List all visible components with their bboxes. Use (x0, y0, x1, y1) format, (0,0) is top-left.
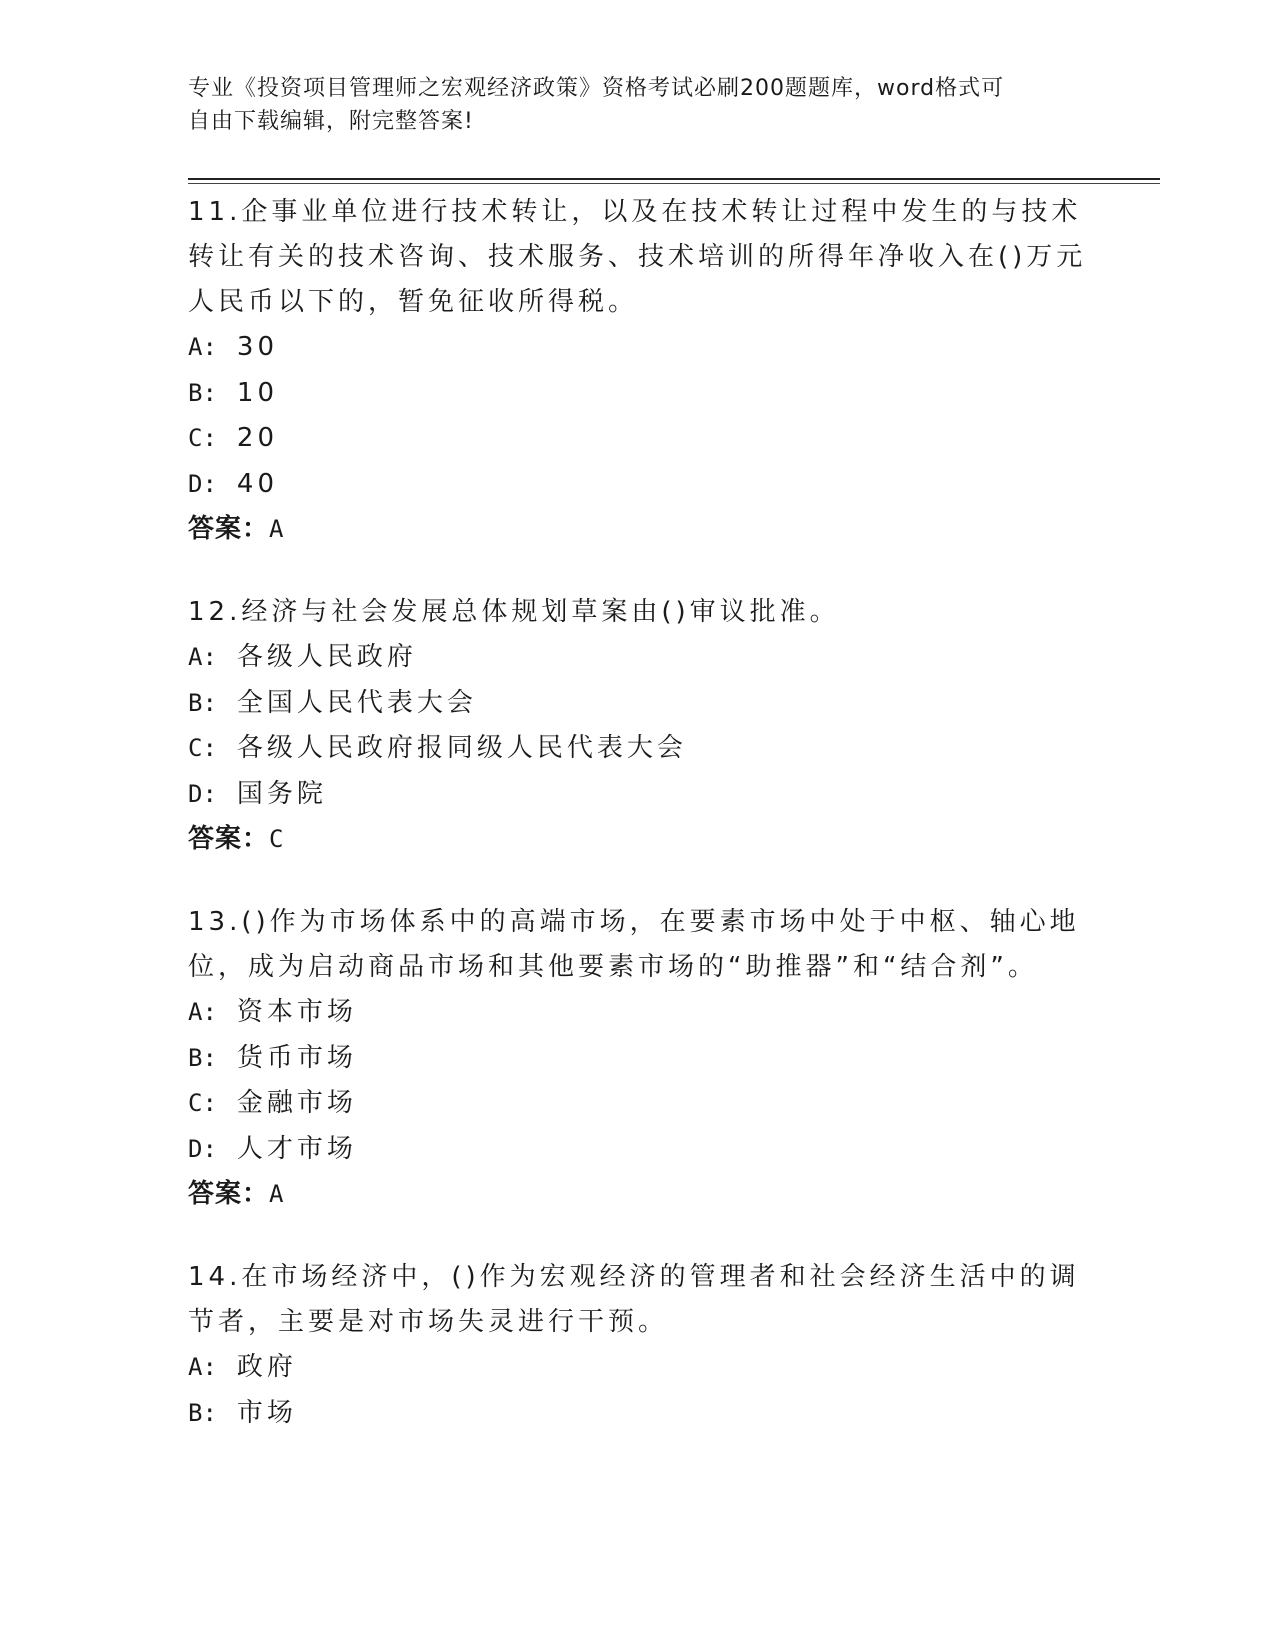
option-a (188, 990, 1088, 1036)
question-11 (188, 190, 1088, 552)
option-key: C: (188, 1089, 217, 1117)
option-a (188, 325, 1088, 371)
option-value: 全国人民代表大会 (236, 687, 477, 718)
option-key: C: (188, 734, 217, 762)
question-stem: 11.企事业单位进行技术转让，以及在技术转让过程中发生的与技术转让有关的技术咨询、技术服务、技术培训的所得年净收入在()万元人民币以下的，暂免征收所得税。 (188, 197, 1087, 317)
option-c (188, 416, 1088, 462)
option-key: B: (188, 688, 217, 717)
option-key: A: (188, 998, 217, 1026)
question-13 (188, 900, 1088, 1217)
option-key: D: (188, 1134, 217, 1163)
option-key: A: (188, 1353, 217, 1381)
option-value: 10 (236, 377, 278, 408)
option-key: B: (188, 1398, 217, 1427)
answer-line (188, 1172, 1088, 1217)
option-value: 资本市场 (236, 997, 357, 1027)
option-key: D: (188, 779, 217, 808)
answer-line (188, 507, 1088, 552)
answer-label: 答案： (188, 824, 270, 854)
question-stem: 14.在市场经济中，()作为宏观经济的管理者和社会经济生活中的调节者，主要是对市场失灵进行干预。 (188, 1262, 1080, 1337)
option-value: 30 (236, 332, 278, 362)
option-b (188, 1036, 1088, 1082)
option-value: 40 (236, 468, 278, 499)
header-line-2: 自由下载编辑，附完整答案! (188, 109, 474, 134)
question-stem: 13.()作为市场体系中的高端市场，在要素市场中处于中枢、轴心地位，成为启动商品市场和其他要素市场的“助推器”和“结合剂”。 (188, 907, 1080, 982)
answer-line (188, 817, 1088, 862)
option-c (188, 1081, 1088, 1127)
option-a (188, 635, 1088, 681)
option-value: 政府 (236, 1352, 297, 1382)
header-divider-thin (188, 183, 1160, 184)
option-b (188, 1391, 1088, 1437)
option-b (188, 681, 1088, 727)
question-12 (188, 590, 1088, 862)
option-key: A: (188, 643, 217, 671)
option-d (188, 772, 1088, 818)
option-value: 市场 (236, 1397, 297, 1428)
option-value: 20 (236, 423, 278, 453)
option-key: A: (188, 333, 217, 361)
answer-value: A (269, 1180, 285, 1208)
option-d (188, 462, 1088, 508)
answer-value: C (269, 825, 285, 853)
question-14 (188, 1255, 1088, 1436)
option-key: B: (188, 378, 217, 407)
option-value: 国务院 (236, 778, 327, 809)
answer-label: 答案： (188, 1179, 270, 1209)
option-c (188, 726, 1088, 772)
option-value: 人才市场 (236, 1133, 357, 1164)
option-value: 金融市场 (236, 1088, 357, 1118)
answer-label: 答案： (188, 514, 270, 544)
option-value: 各级人民政府报同级人民代表大会 (236, 733, 687, 763)
option-key: D: (188, 469, 217, 498)
question-list (188, 190, 1088, 1474)
answer-value: A (269, 515, 285, 543)
header-divider-thick (188, 178, 1160, 180)
header-line-1: 专业《投资项目管理师之宏观经济政策》资格考试必刷200题题库，word格式可 (188, 76, 1005, 101)
question-stem: 12.经济与社会发展总体规划草案由()审议批准。 (188, 597, 840, 627)
option-key: B: (188, 1043, 217, 1072)
option-d (188, 1127, 1088, 1173)
option-value: 各级人民政府 (236, 642, 417, 672)
document-header (188, 72, 1088, 138)
option-key: C: (188, 424, 217, 452)
option-value: 货币市场 (236, 1042, 357, 1073)
option-a (188, 1345, 1088, 1391)
option-b (188, 371, 1088, 417)
